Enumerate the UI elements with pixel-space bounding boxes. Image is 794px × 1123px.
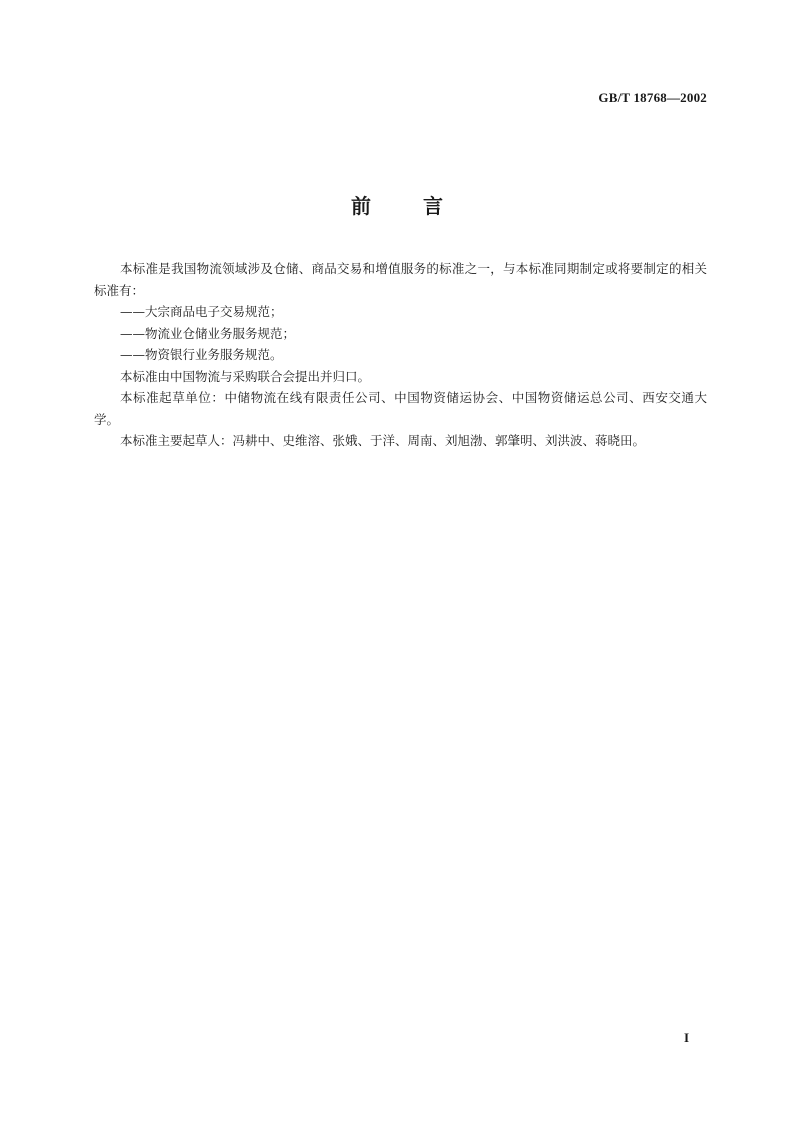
proposer-paragraph: 本标准由中国物流与采购联合会提出并归口。 bbox=[120, 368, 371, 384]
intro-paragraph: 本标准是我国物流领域涉及仓储、商品交易和增值服务的标准之一，与本标准同期制定或将要制定的相关标准有： bbox=[94, 261, 707, 298]
page-title bbox=[0, 190, 794, 219]
page-number: I bbox=[684, 1030, 690, 1045]
title-char-2: 言 bbox=[423, 194, 443, 218]
title-char-1: 前 bbox=[351, 194, 371, 218]
foreword-body bbox=[94, 258, 707, 452]
related-standard-item: ——大宗商品电子交易规范； bbox=[120, 304, 283, 319]
drafters-paragraph: 本标准主要起草人：冯耕中、史维溶、张娥、于洋、周南、刘旭渤、郭肇明、刘洪波、蒋晓田。 bbox=[120, 433, 646, 448]
drafting-units-paragraph: 本标准起草单位：中储物流在线有限责任公司、中国物资储运协会、中国物资储运总公司、西安交通大学。 bbox=[94, 390, 707, 427]
related-standard-item: ——物流业仓储业务服务规范； bbox=[120, 325, 296, 341]
standard-code: GB/T 18768—2002 bbox=[598, 90, 707, 105]
related-standard-item: ——物资银行业务服务规范。 bbox=[120, 347, 283, 362]
